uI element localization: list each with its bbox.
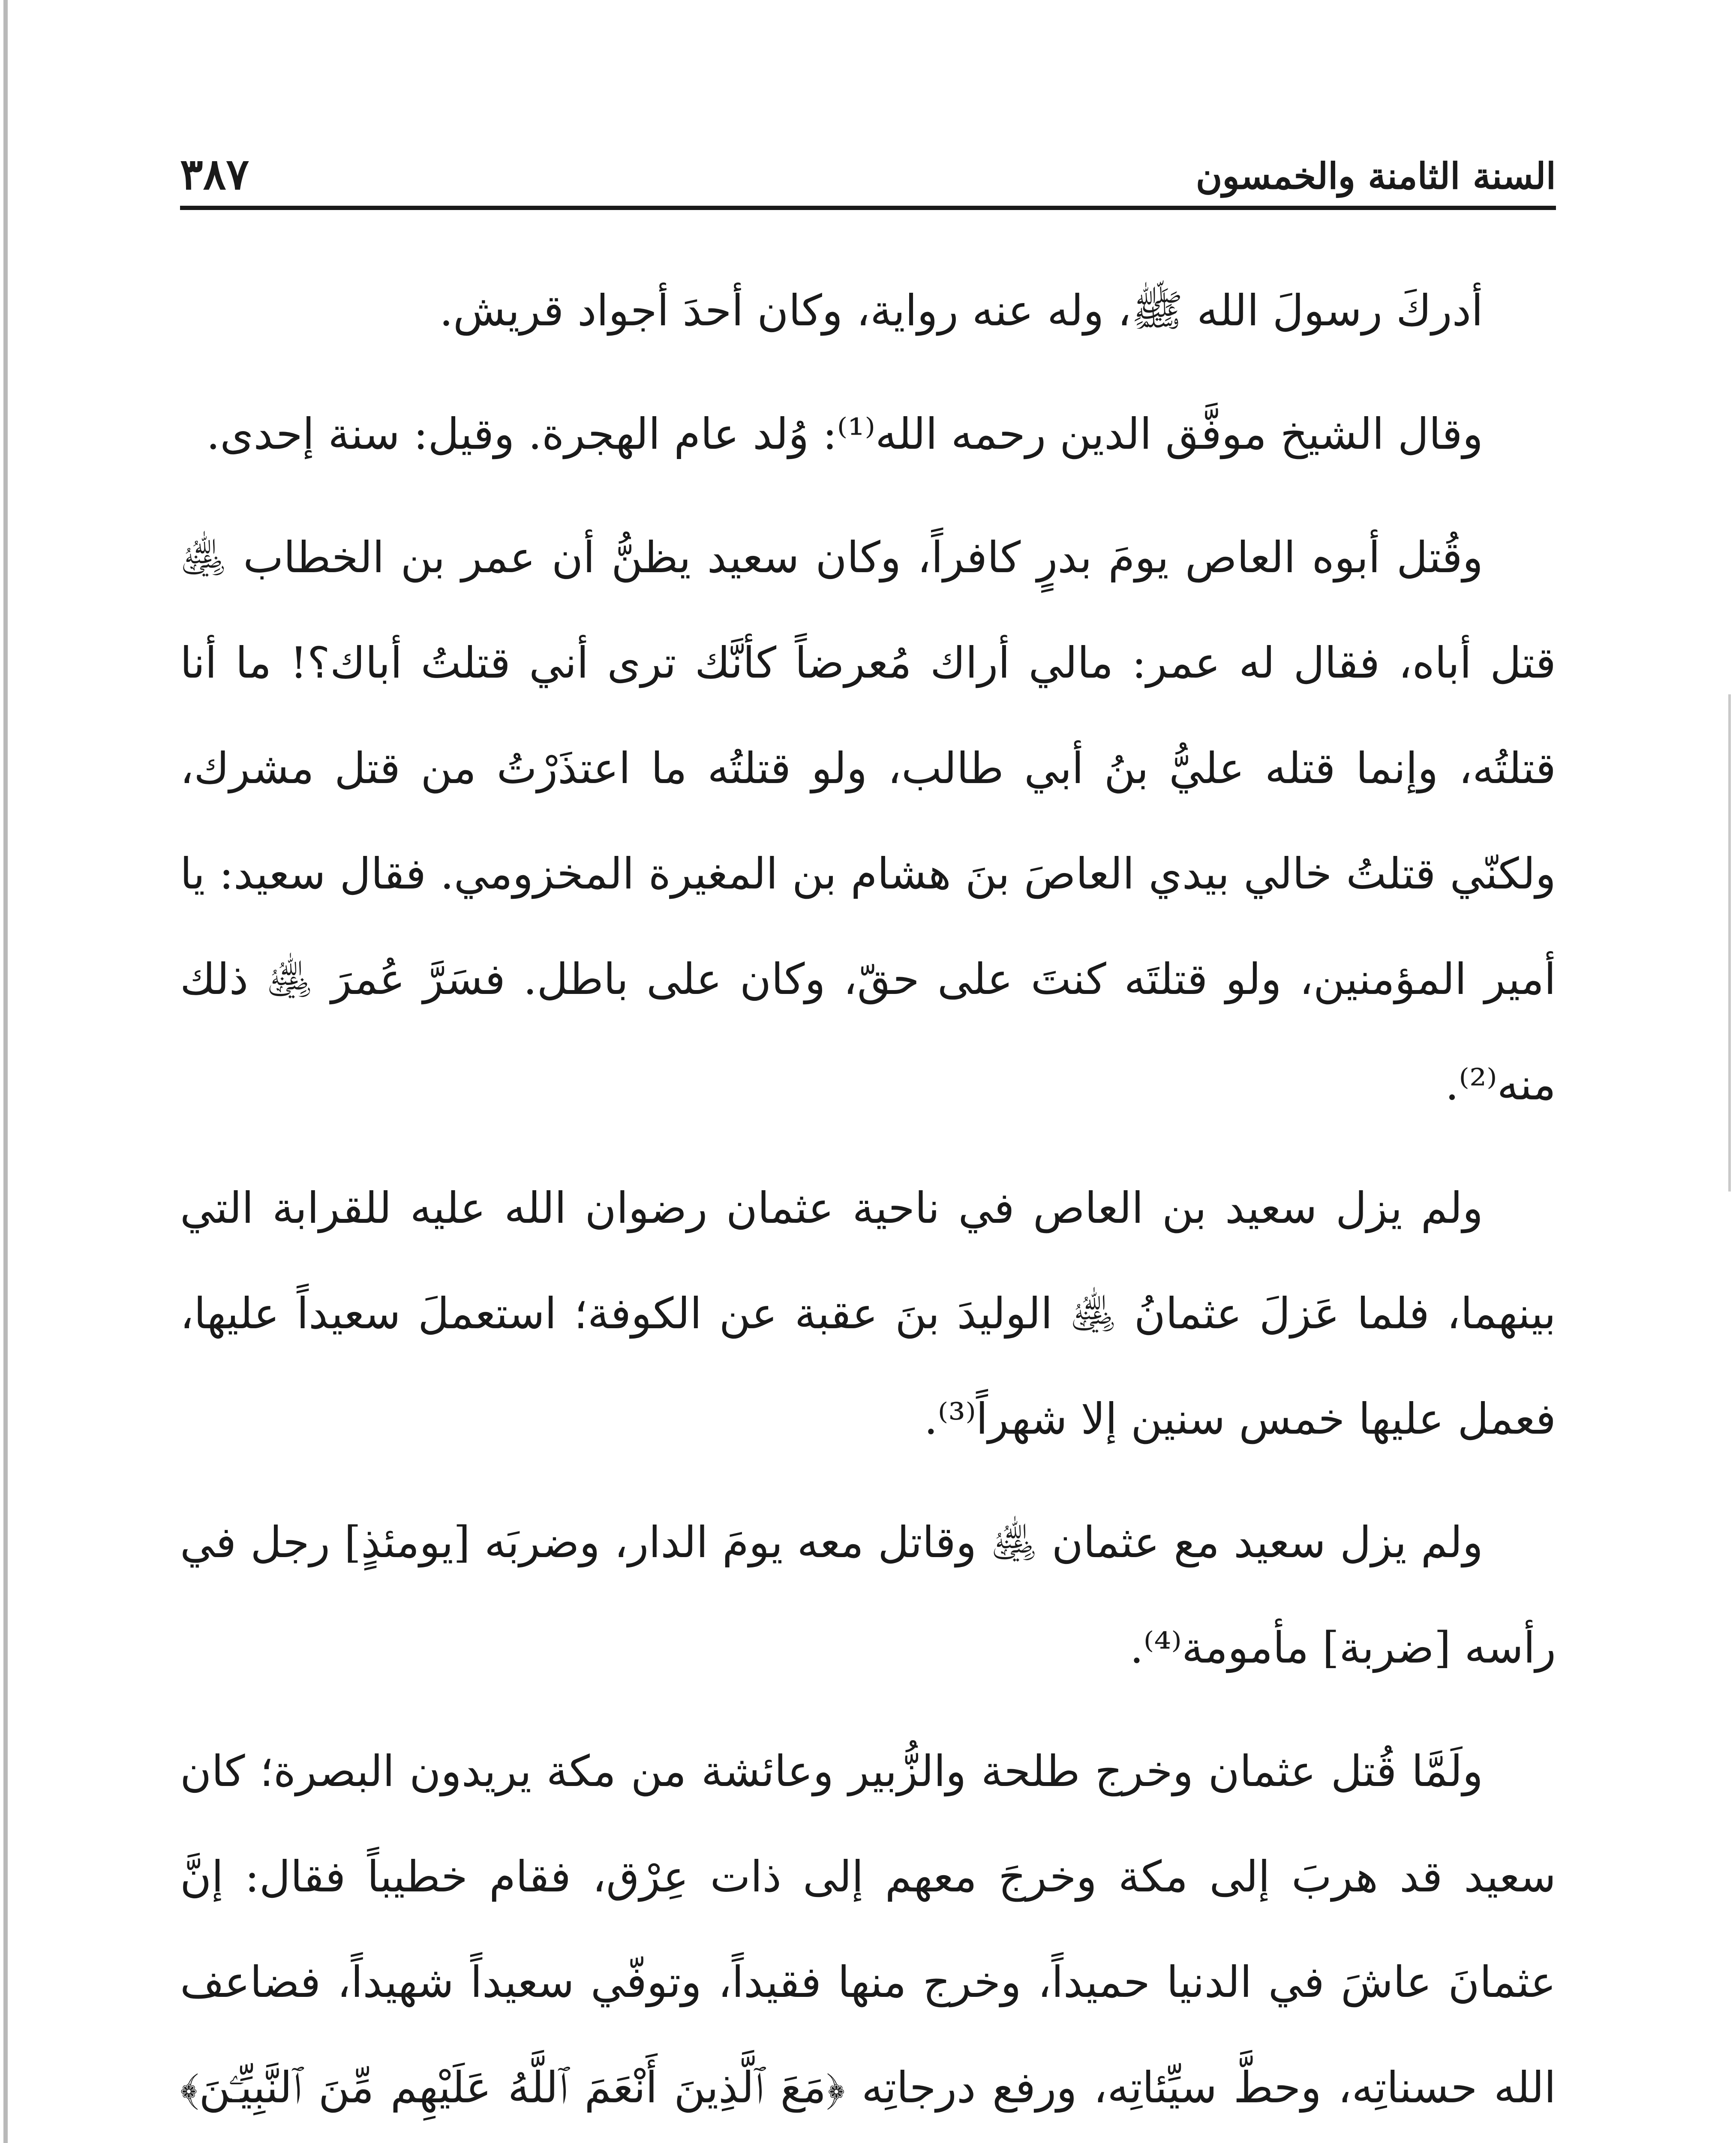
- scan-right-edge-mark: [1728, 694, 1731, 1192]
- paragraph: ولَمَّا قُتل عثمان وخرج طلحة والزُّبير وعائشة من مكة يريدون البصرة؛ كان سعيد قد هربَ إلى مكة وخرجَ معهم إلى ذات عِرْق، فقام خطيباً فقال: إنَّ عثمانَ عاشَ في الدنيا حميداً، وخرج منها فقيداً، وتوفّي سعيداً شهيداً، فضاعف الله حسناتِه، وحطَّ سيِّئاتِه، ورفع درجاتِه ﴿مَعَ ٱلَّذِينَ أَنْعَمَ ٱللَّهُ عَلَيْهِم مِّنَ ٱلنَّبِيِّـۧنَ﴾: [180, 1746, 1556, 2113]
- book-page: [180, 141, 1556, 2143]
- running-title: السنة الثامنة والخمسون: [1195, 155, 1556, 198]
- paragraph: وقال الشيخ موفَّق الدين رحمه الله⁽¹⁾: وُلد عام الهجرة. وقيل: سنة إحدى.: [206, 409, 1483, 459]
- paragraph: ولم يزل سعيد بن العاص في ناحية عثمان رضوان الله عليه للقرابة التي بينهما، فلما عَزلَ عثمانُ ﵁ الوليدَ بنَ عقبة عن الكوفة؛ استعملَ سعيداً عليها، فعمل عليها خمس سنين إلا شهراً⁽³⁾.: [180, 1183, 1556, 1444]
- paragraph: وقُتل أبوه العاص يومَ بدرٍ كافراً، وكان سعيد يظنُّ أن عمر بن الخطاب ﵁ قتل أباه، فقال له عمر: مالي أراك مُعرضاً كأنَّك ترى أني قتلتُ أباك؟! ما أنا قتلتُه، وإنما قتله عليُّ بنُ أبي طالب، ولو قتلتُه ما اعتذَرْتُ من قتل مشرك، ولكنّي قتلتُ خالي بيدي العاصَ بنَ هشام بن المغيرة المخزومي. فقال سعيد: يا أمير المؤمنين، ولو قتلتَه كنتَ على حقّ، وكان على باطل. فسَرَّ عُمرَ ﵁ ذلك منه⁽²⁾.: [180, 532, 1556, 1110]
- main-text: [180, 258, 1556, 2143]
- paragraph: أدركَ رسولَ الله ﷺ، وله عنه رواية، وكان أحدَ أجواد قريش.: [439, 285, 1483, 336]
- paragraph: ولم يزل سعيد مع عثمان ﵁ وقاتل معه يومَ الدار، وضربَه [يومئذٍ] رجل في رأسه [ضربة] مأمومة⁽⁴⁾.: [180, 1517, 1556, 1673]
- page-number: ٣٨٧: [180, 149, 249, 199]
- scan-left-edge: [3, 0, 8, 2143]
- page-header: [180, 141, 1556, 210]
